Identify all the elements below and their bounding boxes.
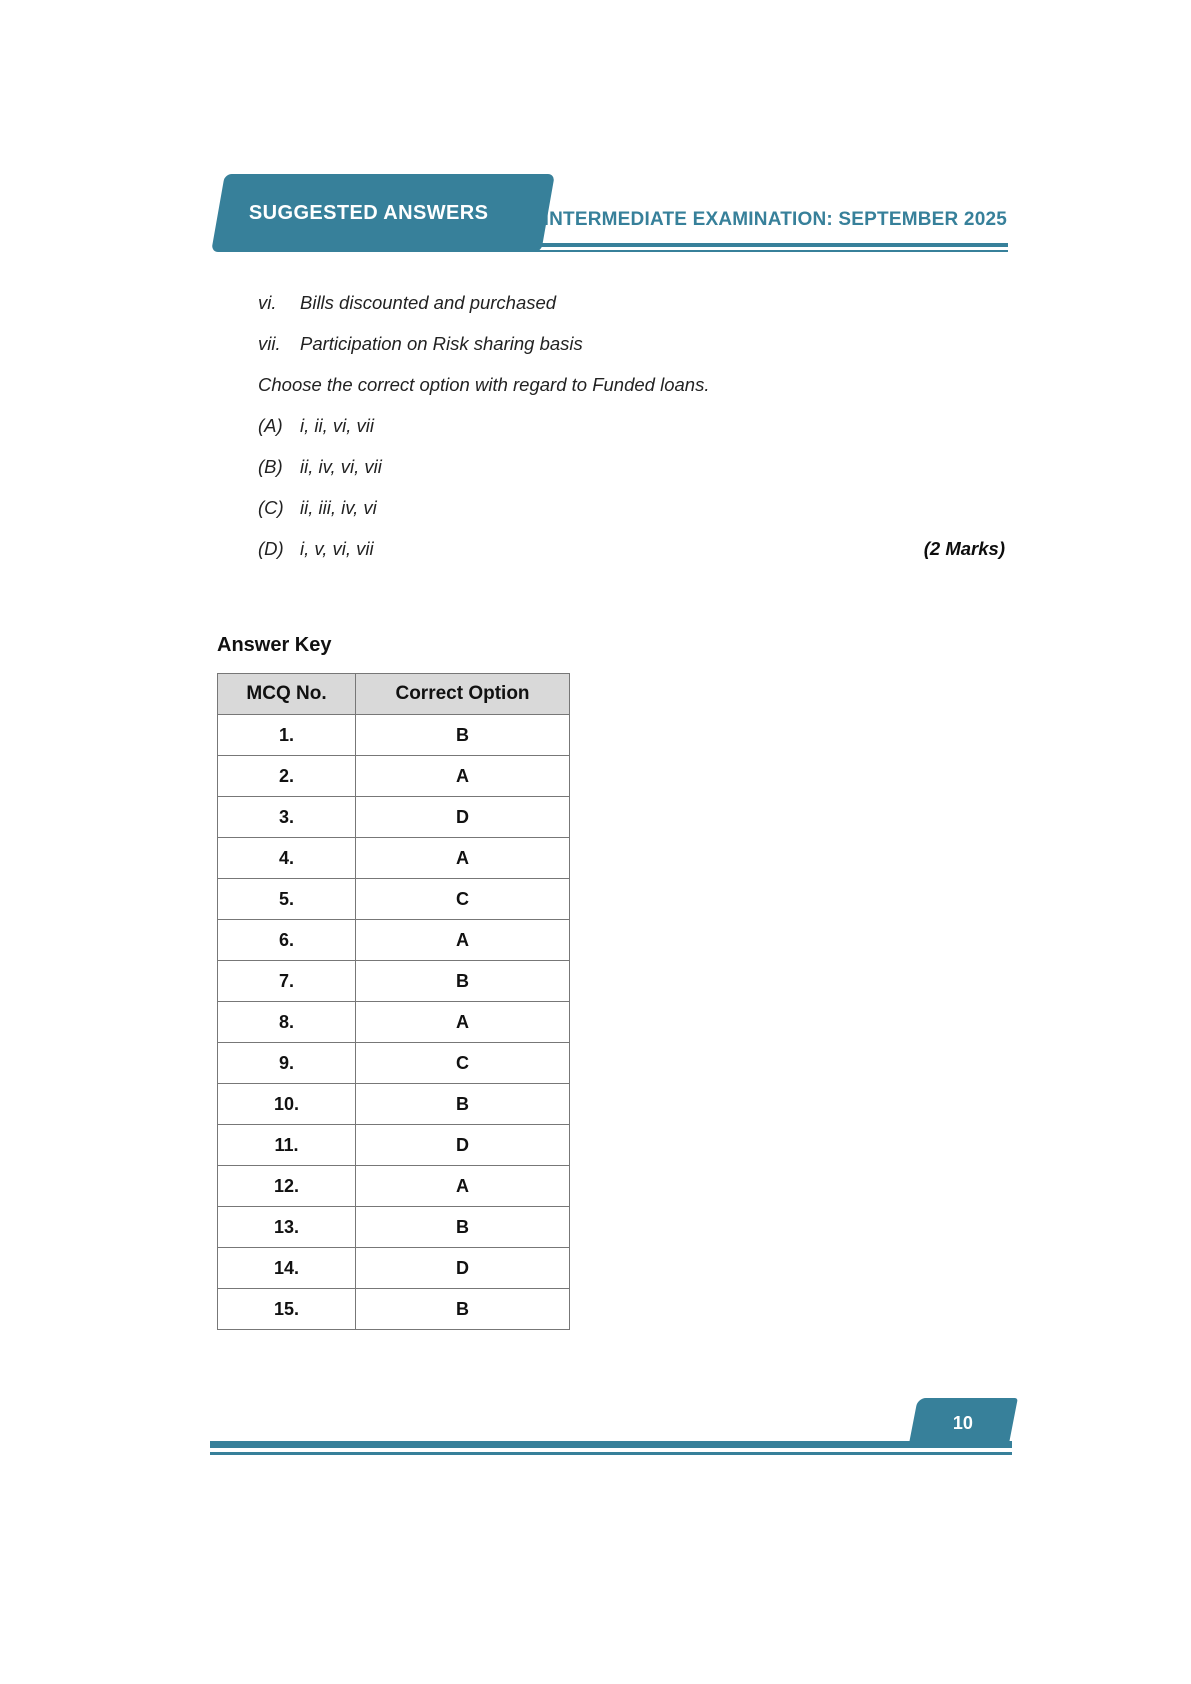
mcq-number-cell: 1. [218, 715, 356, 756]
mcq-number-cell: 8. [218, 1002, 356, 1043]
mcq-number-cell: 4. [218, 838, 356, 879]
list-item-marker: vii. [258, 333, 281, 354]
correct-option-cell: B [356, 961, 570, 1002]
table-header-mcq-no: MCQ No. [218, 674, 356, 715]
page-number-tab [908, 1398, 1018, 1448]
correct-option-cell: C [356, 879, 570, 920]
suggested-answers-label: SUGGESTED ANSWERS [249, 201, 489, 224]
list-item [258, 292, 1005, 333]
correct-option-cell: A [356, 1166, 570, 1207]
mcq-number-cell: 15. [218, 1289, 356, 1330]
table-row [218, 1084, 570, 1125]
table-row [218, 1207, 570, 1248]
option-row [258, 538, 1005, 579]
table-row [218, 961, 570, 1002]
footer-rule-thin [210, 1452, 1012, 1455]
option-text: i, v, vi, vii [300, 538, 374, 559]
mcq-number-cell: 3. [218, 797, 356, 838]
option-text: ii, iii, iv, vi [300, 497, 377, 518]
option-label: (D) [258, 538, 284, 559]
correct-option-cell: A [356, 1002, 570, 1043]
table-row [218, 1248, 570, 1289]
correct-option-cell: B [356, 715, 570, 756]
option-row [258, 415, 1005, 456]
option-label: (B) [258, 456, 283, 477]
page-number: 10 [952, 1412, 974, 1433]
header-rule-thin [500, 250, 1008, 252]
marks-label: (2 Marks) [923, 538, 1005, 559]
question-prompt-text: Choose the correct option with regard to Funded loans. [258, 374, 710, 395]
option-label: (C) [258, 497, 284, 518]
list-item-marker: vi. [258, 292, 277, 313]
table-row [218, 756, 570, 797]
mcq-number-cell: 6. [218, 920, 356, 961]
option-row [258, 456, 1005, 497]
question-block [258, 292, 1005, 579]
table-header-correct-option: Correct Option [356, 674, 570, 715]
table-row [218, 1043, 570, 1084]
header-rule-thick [500, 243, 1008, 247]
table-row [218, 838, 570, 879]
table-row [218, 797, 570, 838]
answer-key-heading: Answer Key [217, 634, 332, 656]
correct-option-cell: B [356, 1084, 570, 1125]
table-row [218, 1166, 570, 1207]
correct-option-cell: D [356, 797, 570, 838]
mcq-number-cell: 7. [218, 961, 356, 1002]
answer-key-table [217, 673, 570, 1330]
table-row [218, 1125, 570, 1166]
table-row [218, 715, 570, 756]
option-text: i, ii, vi, vii [300, 415, 374, 436]
correct-option-cell: D [356, 1125, 570, 1166]
mcq-number-cell: 13. [218, 1207, 356, 1248]
correct-option-cell: A [356, 920, 570, 961]
correct-option-cell: A [356, 756, 570, 797]
exam-title: INTERMEDIATE EXAMINATION: SEPTEMBER 2025 [543, 209, 1007, 230]
footer-rule-thick [210, 1441, 1012, 1448]
list-item [258, 333, 1005, 374]
mcq-number-cell: 10. [218, 1084, 356, 1125]
list-item-text: Participation on Risk sharing basis [300, 333, 583, 354]
mcq-number-cell: 2. [218, 756, 356, 797]
option-label: (A) [258, 415, 283, 436]
correct-option-cell: D [356, 1248, 570, 1289]
correct-option-cell: B [356, 1289, 570, 1330]
correct-option-cell: B [356, 1207, 570, 1248]
mcq-number-cell: 9. [218, 1043, 356, 1084]
mcq-number-cell: 12. [218, 1166, 356, 1207]
mcq-number-cell: 11. [218, 1125, 356, 1166]
mcq-number-cell: 5. [218, 879, 356, 920]
mcq-number-cell: 14. [218, 1248, 356, 1289]
table-header-row [218, 674, 570, 715]
option-text: ii, iv, vi, vii [300, 456, 382, 477]
list-item-text: Bills discounted and purchased [300, 292, 557, 313]
table-row [218, 1002, 570, 1043]
suggested-answers-banner [211, 174, 555, 252]
question-prompt [258, 374, 1005, 415]
table-row [218, 1289, 570, 1330]
option-row [258, 497, 1005, 538]
correct-option-cell: C [356, 1043, 570, 1084]
table-row [218, 879, 570, 920]
correct-option-cell: A [356, 838, 570, 879]
table-row [218, 920, 570, 961]
